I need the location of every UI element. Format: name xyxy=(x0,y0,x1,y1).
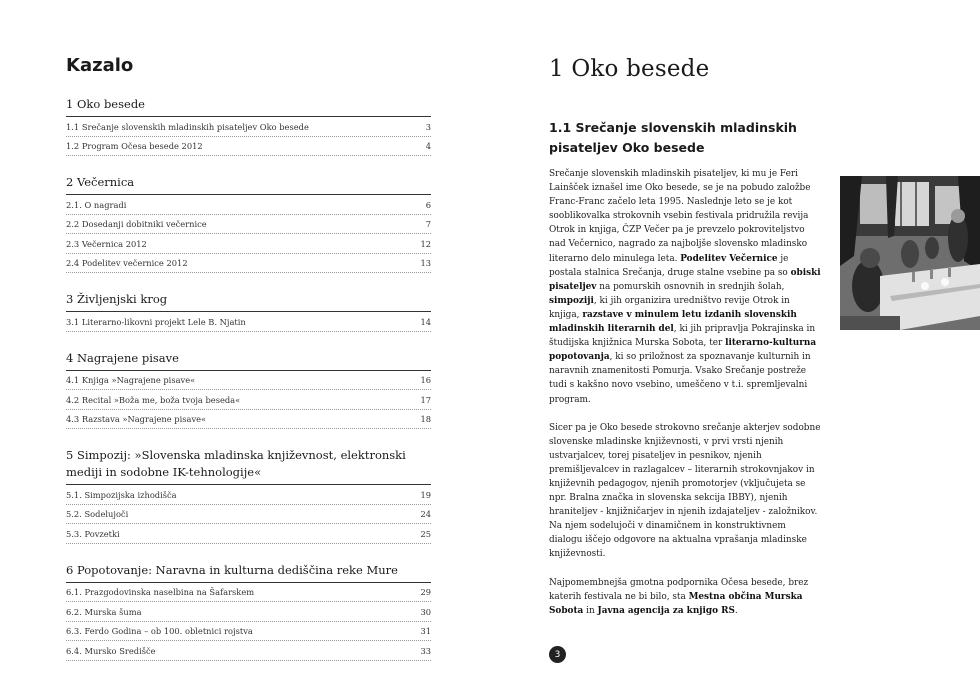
text-run: Srečanje slovenskih mladinskih pisateljev, ki mu je Feri Lainšček iznašel ime Oko besede, se je na pobudo založbe Franc-Franc začelo leta 1995. Naslednje leto se je kot sooblikovalka strokovnih vsebin festivala pridružila revija Otrok in knjiga, ČZP Večer pa je prevzelo pokroviteljstvo nad Večernico, nagrado za najboljše slovensko mladinsko literarno delo minulega leta. xyxy=(549,169,811,264)
toc-entry-label: 5.2. Sodelujoči xyxy=(66,509,129,519)
toc-entry[interactable] xyxy=(66,371,431,391)
toc-entry-page: 12 xyxy=(420,238,431,249)
event-photo-icon xyxy=(840,176,980,330)
toc-entry-page: 14 xyxy=(420,316,431,327)
toc-section xyxy=(66,174,431,273)
toc-entry-page: 30 xyxy=(420,606,431,617)
toc-entry-label: 5.3. Povzetki xyxy=(66,528,120,539)
toc-entry-label: 2.4 Podelitev večernice 2012 xyxy=(66,258,188,268)
text-run: je postala stalnica Srečanja, druge stalne vsebine pa so xyxy=(549,253,791,278)
toc-entry-label: 6.4. Mursko Središče xyxy=(66,645,156,656)
toc-entry-label: 1.2 Program Očesa besede 2012 xyxy=(66,141,203,151)
text-run: na pomurskih osnovnih in srednjih šolah, xyxy=(596,281,785,292)
toc-entry-page: 18 xyxy=(420,414,431,424)
chapter-title: 1 Oko besede xyxy=(549,56,710,82)
text-run: Najpomembnejša gmotna podpornika Očesa besede, brez katerih festivala ne bi bilo, sta xyxy=(549,577,809,602)
toc-section xyxy=(66,447,431,544)
text-run: , ki jih pripravlja Pokrajinska in študijska knjižnica Murska Sobota, ter xyxy=(549,324,816,349)
toc-entry-page: 19 xyxy=(420,489,431,500)
toc-section-heading[interactable]: 3 Življenjski krog xyxy=(66,291,431,312)
toc-section xyxy=(66,562,431,661)
toc-entry-page: 16 xyxy=(420,375,431,385)
toc-entry[interactable] xyxy=(66,602,431,622)
toc-entry[interactable] xyxy=(66,410,431,430)
section-title: 1.1 Srečanje slovenskih mladinskih pisateljev Oko besede xyxy=(549,120,797,155)
toc-entry-page: 4 xyxy=(425,141,431,151)
text-run: . xyxy=(734,605,738,616)
toc-entry-page: 33 xyxy=(420,645,431,656)
toc-entry[interactable] xyxy=(66,215,431,235)
emphasized-text: literarno-kulturna popotovanja xyxy=(549,338,817,363)
page-number: 3 xyxy=(549,646,566,663)
event-photo xyxy=(840,176,980,330)
toc-entry-page: 29 xyxy=(420,587,431,597)
emphasized-text: razstave v minulem letu izdanih slovenskih mladinskih literarnih del xyxy=(549,309,797,335)
toc-entry-label: 4.3 Razstava »Nagrajene pisave« xyxy=(66,414,207,424)
body-paragraph xyxy=(549,167,821,407)
body-paragraph xyxy=(549,576,821,618)
toc-entry-label: 6.2. Murska šuma xyxy=(66,606,142,617)
emphasized-text: Podelitev Večernice xyxy=(680,253,778,264)
toc-entry-page: 13 xyxy=(420,258,431,268)
toc-entry[interactable] xyxy=(66,234,431,254)
toc-entry-page: 31 xyxy=(420,626,431,636)
toc-entry-label: 4.2 Recital »Boža me, boža tvoja beseda« xyxy=(66,394,241,405)
text-run: in xyxy=(583,605,598,616)
toc-entry[interactable] xyxy=(66,524,431,544)
table-of-contents xyxy=(66,96,431,679)
toc-entry[interactable] xyxy=(66,485,431,505)
toc-entry-label: 5.1. Simpozijska izhodišča xyxy=(66,489,177,500)
toc-section-heading[interactable]: 5 Simpozij: »Slovenska mladinska književnost, elektronski mediji in sodobne IK-tehnologije« xyxy=(66,447,431,485)
text-run: , ki so priložnost za spoznavanje kulturnih in naravnih znamenitosti Pomurja. Vsako Srečanje postreže tudi s kakšno novo vsebino, umeščeno v t.i. spremljevalni program. xyxy=(549,352,811,405)
toc-entry-page: 17 xyxy=(420,394,431,405)
toc-entry-label: 2.3 Večernica 2012 xyxy=(66,238,147,249)
toc-entry[interactable] xyxy=(66,254,431,274)
emphasized-text: obiski pisateljev xyxy=(549,267,821,292)
emphasized-text: simpoziji xyxy=(549,295,594,306)
toc-entry[interactable] xyxy=(66,505,431,525)
toc-entry[interactable] xyxy=(66,117,431,137)
toc-entry[interactable] xyxy=(66,641,431,661)
toc-entry[interactable] xyxy=(66,195,431,215)
toc-entry-label: 1.1 Srečanje slovenskih mladinskih pisateljev Oko besede xyxy=(66,121,309,132)
toc-entry-label: 4.1 Knjiga »Nagrajene pisave« xyxy=(66,375,196,385)
toc-entry-page: 24 xyxy=(420,509,431,519)
toc-section xyxy=(66,350,431,430)
toc-entry[interactable] xyxy=(66,390,431,410)
toc-title: Kazalo xyxy=(66,55,134,76)
toc-entry[interactable] xyxy=(66,583,431,603)
toc-section xyxy=(66,96,431,156)
toc-entry-page: 6 xyxy=(425,199,431,210)
toc-entry-page: 25 xyxy=(420,528,431,539)
toc-section-heading[interactable]: 1 Oko besede xyxy=(66,96,431,117)
toc-entry[interactable] xyxy=(66,137,431,157)
toc-section-heading[interactable]: 4 Nagrajene pisave xyxy=(66,350,431,371)
toc-section xyxy=(66,291,431,332)
text-run: Sicer pa je Oko besede strokovno srečanje akterjev sodobne slovenske mladinske književnosti, v prvi vrsti njenih ustvarjalcev, torej pisateljev in pesnikov, njenih premišljevalcev in razlagalcev – literarnih strokovnjakov in književnih pedagogov, njenih promotorjev (vključujeta se npr. Bralna značka in slovenska sekcija IBBY), njenih hraniteljev - knjižničarjev in njenih izdajateljev - založnikov. Na njem sodelujoči v dinamičnem in konstruktivnem dialogu iščejo odgovore na aktualna vprašanja mladinske književnosti. xyxy=(549,422,821,560)
body-text xyxy=(549,167,821,632)
toc-section-heading[interactable]: 2 Večernica xyxy=(66,174,431,195)
toc-entry-label: 3.1 Literarno-likovni projekt Lele B. Njatin xyxy=(66,316,246,327)
toc-entry-label: 6.3. Ferdo Godina – ob 100. obletnici rojstva xyxy=(66,626,253,636)
toc-entry[interactable] xyxy=(66,622,431,642)
toc-entry-label: 2.2 Dosedanji dobitniki večernice xyxy=(66,219,207,229)
toc-entry[interactable] xyxy=(66,312,431,332)
emphasized-text: Javna agencija za knjigo RS xyxy=(597,605,735,616)
toc-entry-page: 7 xyxy=(425,219,431,229)
body-paragraph xyxy=(549,421,821,562)
toc-entry-label: 6.1. Prazgodovinska naselbina na Šafarskem xyxy=(66,587,255,597)
toc-entry-label: 2.1. O nagradi xyxy=(66,199,127,210)
text-run: , ki jih organizira uredništvo revije Otrok in knjiga, xyxy=(549,295,790,320)
toc-section-heading[interactable]: 6 Popotovanje: Naravna in kulturna dediščina reke Mure xyxy=(66,562,431,583)
toc-entry-page: 3 xyxy=(425,121,431,132)
emphasized-text: Mestna občina Murska Sobota xyxy=(549,591,803,616)
